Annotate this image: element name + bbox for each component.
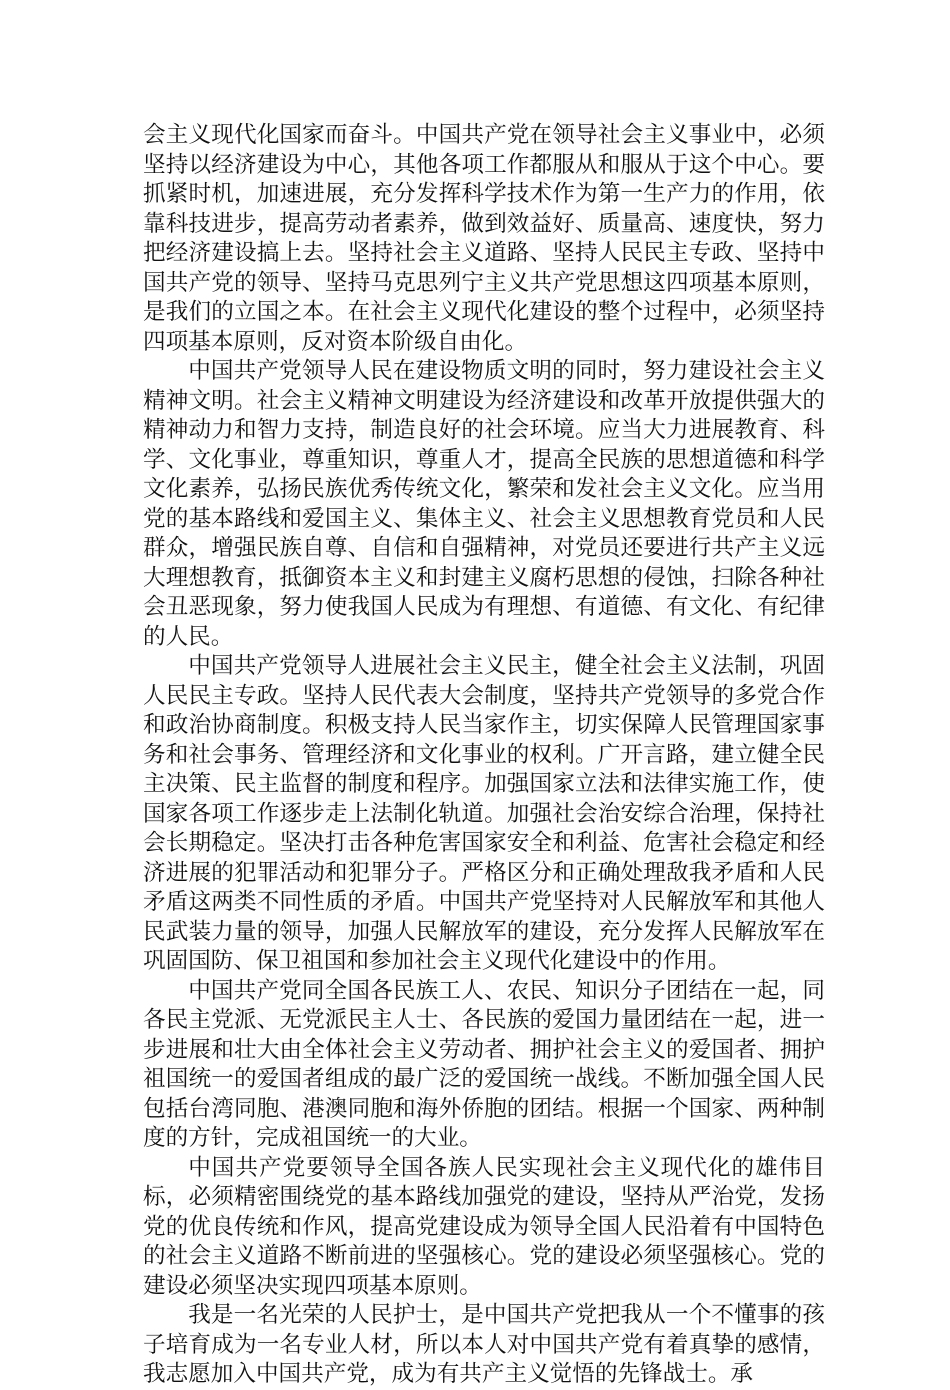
paragraph-4: 中国共产党同全国各民族工人、农民、知识分子团结在一起，同各民主党派、无党派民主人士、各民族的爱国力量团结在一起，进一步进展和壮大由全体社会主义劳动者、拥护社会主义的爱国者、拥护祖国统一的爱国者组成的最广泛的爱国统一战线。不断加强全国人民包括台湾同胞、港澳同胞和海外侨胞的团结。根据一个国家、两种制度的方针，完成祖国统一的大业。 <box>143 977 825 1151</box>
paragraph-3: 中国共产党领导人进展社会主义民主，健全社会主义法制，巩固人民民主专政。坚持人民代表大会制度，坚持共产党领导的多党合作和政治协商制度。积极支持人民当家作主，切实保障人民管理国家事务和社会事务、管理经济和文化事业的权利。广开言路，建立健全民主决策、民主监督的制度和程序。加强国家立法和法律实施工作，使国家各项工作逐步走上法制化轨道。加强社会治安综合治理，保持社会长期稳定。坚决打击各种危害国家安全和利益、危害社会稳定和经济进展的犯罪活动和犯罪分子。严格区分和正确处理敌我矛盾和人民矛盾这两类不同性质的矛盾。中国共产党坚持对人民解放军和其他人民武装力量的领导，加强人民解放军的建设，充分发挥人民解放军在巩固国防、保卫祖国和参加社会主义现代化建设中的作用。 <box>143 653 825 974</box>
document-body <box>143 121 825 1390</box>
paragraph-5: 中国共产党要领导全国各族人民实现社会主义现代化的雄伟目标，必须精密围绕党的基本路线加强党的建设，坚持从严治党，发扬党的优良传统和作风，提高党建设成为领导全国人民沿着有中国特色的社会主义道路不断前进的坚强核心。党的建设必须坚强核心。党的建设必须坚决实现四项基本原则。 <box>143 1154 825 1299</box>
paragraph-2: 中国共产党领导人民在建设物质文明的同时，努力建设社会主义精神文明。社会主义精神文明建设为经济建设和改革开放提供强大的精神动力和智力支持，制造良好的社会环境。应当大力进展教育、科学、文化事业，尊重知识，尊重人才，提高全民族的思想道德和科学文化素养，弘扬民族优秀传统文化，繁荣和发社会主义文化。应当用党的基本路线和爱国主义、集体主义、社会主义思想教育党员和人民群众，增强民族自尊、自信和自强精神，对党员还要进行共产主义远大理想教育，抵御资本主义和封建主义腐朽思想的侵蚀，扫除各种社会丑恶现象，努力使我国人民成为有理想、有道德、有文化、有纪律的人民。 <box>143 358 825 650</box>
paragraph-1: 会主义现代化国家而奋斗。中国共产党在领导社会主义事业中，必须坚持以经济建设为中心，其他各项工作都服从和服从于这个中心。要抓紧时机，加速进展，充分发挥科学技术作为第一生产力的作用，依靠科技进步，提高劳动者素养，做到效益好、质量高、速度快，努力把经济建设搞上去。坚持社会主义道路、坚持人民民主专政、坚持中国共产党的领导、坚持马克思列宁主义共产党思想这四项基本原则，是我们的立国之本。在社会主义现代化建设的整个过程中，必须坚持四项基本原则，反对资本阶级自由化。 <box>143 122 825 355</box>
paragraph-6: 我是一名光荣的人民护士，是中国共产党把我从一个不懂事的孩子培育成为一名专业人材，所以本人对中国共产党有着真挚的感情，我志愿加入中国共产党，成为有共产主义觉悟的先锋战士。承 <box>143 1302 825 1387</box>
